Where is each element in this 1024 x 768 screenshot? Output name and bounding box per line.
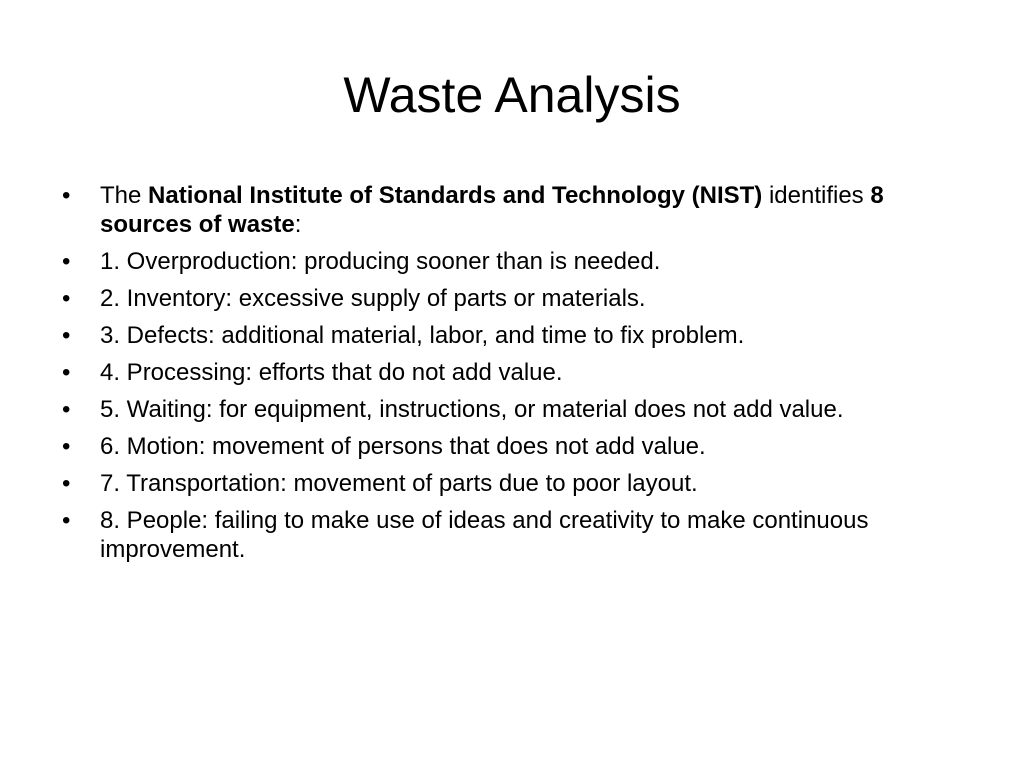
list-item xyxy=(62,506,962,564)
intro-middle: identifies xyxy=(762,182,871,209)
intro-suffix: : xyxy=(294,211,302,238)
list-item-text: 6. Motion: movement of persons that does not add value. xyxy=(100,433,706,460)
bullet-icon: • xyxy=(62,182,71,209)
list-item xyxy=(62,247,962,276)
waste-count-phrase: 8 sources of waste xyxy=(100,182,884,238)
list-item xyxy=(62,321,962,350)
list-item-text: 5. Waiting: for equipment, instructions, or material does not add value. xyxy=(100,396,844,423)
org-name: National Institute of Standards and Technology (NIST) xyxy=(148,182,763,209)
list-item-text: 2. Inventory: excessive supply of parts or materials. xyxy=(100,285,646,312)
bullet-icon: • xyxy=(62,507,71,534)
list-item xyxy=(62,358,962,387)
bullet-list xyxy=(62,181,962,572)
bullet-icon: • xyxy=(62,285,71,312)
bullet-icon: • xyxy=(62,248,71,275)
bullet-icon: • xyxy=(62,470,71,497)
list-item xyxy=(62,395,962,424)
bullet-icon: • xyxy=(62,359,71,386)
slide-title: Waste Analysis xyxy=(343,67,681,123)
list-item-text: 1. Overproduction: producing sooner than is needed. xyxy=(100,248,661,275)
intro-prefix: The xyxy=(100,182,149,209)
bullet-icon: • xyxy=(62,322,71,349)
bullet-icon: • xyxy=(62,433,71,460)
list-item-text: 8. People: failing to make use of ideas and creativity to make continuous improvement. xyxy=(100,507,869,563)
bullet-icon: • xyxy=(62,396,71,423)
list-item xyxy=(62,432,962,461)
list-item xyxy=(62,284,962,313)
list-item-text: 4. Processing: efforts that do not add value. xyxy=(100,359,563,386)
list-item-text: 3. Defects: additional material, labor, and time to fix problem. xyxy=(100,322,745,349)
list-item-text: 7. Transportation: movement of parts due to poor layout. xyxy=(100,470,698,497)
list-item xyxy=(62,469,962,498)
intro-bullet xyxy=(62,181,962,239)
